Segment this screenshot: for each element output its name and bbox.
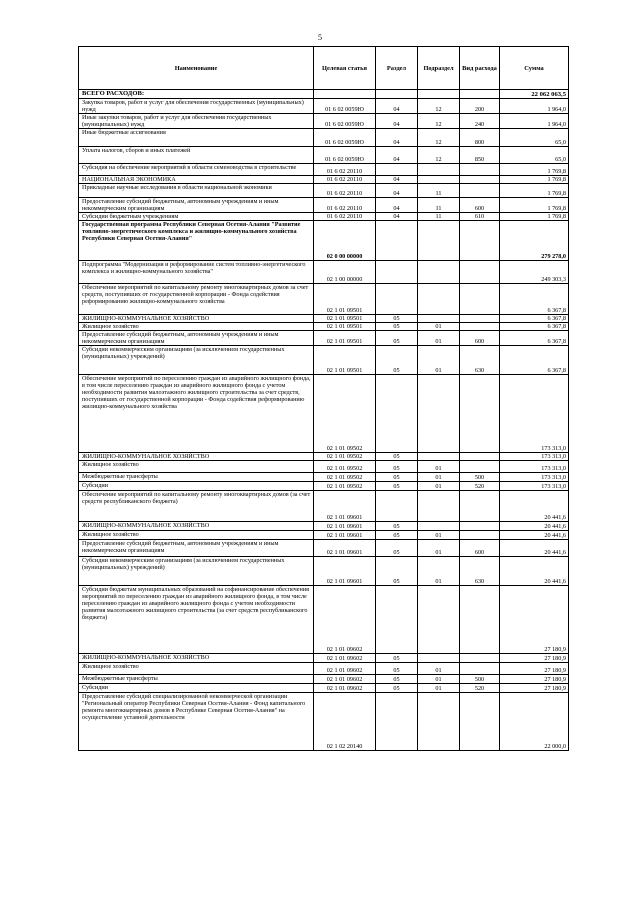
cell-section: 04 — [376, 176, 418, 184]
cell-sum: 1 769,8 — [500, 176, 569, 184]
table-row — [79, 684, 569, 693]
cell-expense-type: 600 — [460, 540, 500, 557]
table-row — [79, 176, 569, 184]
cell-target: 01 6 02 20110 — [314, 164, 376, 176]
cell-target: 01 6 02 20110 — [314, 213, 376, 221]
cell-subsection: 01 — [418, 331, 460, 346]
cell-sum: 173 313,0 — [500, 375, 569, 453]
cell-target: 02 1 01 09501 — [314, 284, 376, 315]
table-row — [79, 90, 569, 99]
cell-name: Государственная программа Республики Северная Осетия-Алания "Развитие топливно-энергетического комплекса и жилищно-коммунального хозяйства Республики Северная Осетия-Алания" — [79, 221, 314, 261]
cell-section — [376, 693, 418, 751]
cell-target: 02 1 01 09502 — [314, 453, 376, 461]
cell-name: Жилищное хозяйство — [79, 663, 314, 675]
header-section: Раздел — [376, 47, 418, 90]
cell-subsection — [418, 522, 460, 531]
cell-expense-type: 520 — [460, 684, 500, 693]
table-row — [79, 346, 569, 375]
cell-name: Подпрограмма "Модернизация и реформирование систем топливно-энергетического комплекса и жилищно-коммунального хозяйства" — [79, 261, 314, 284]
cell-expense-type — [460, 164, 500, 176]
cell-sum: 65,0 — [500, 129, 569, 147]
cell-expense-type — [460, 663, 500, 675]
table-row — [79, 473, 569, 482]
cell-target: 02 1 01 09502 — [314, 482, 376, 491]
header-subsection: Подраздел — [418, 47, 460, 90]
cell-section — [376, 164, 418, 176]
cell-subsection: 12 — [418, 147, 460, 164]
cell-expense-type: 500 — [460, 675, 500, 684]
table-row — [79, 331, 569, 346]
cell-expense-type — [460, 491, 500, 522]
table-row — [79, 284, 569, 315]
cell-section: 04 — [376, 114, 418, 129]
cell-expense-type — [460, 461, 500, 473]
cell-expense-type: 500 — [460, 473, 500, 482]
cell-sum: 20 441,6 — [500, 531, 569, 540]
cell-expense-type — [460, 184, 500, 198]
table-row — [79, 221, 569, 261]
cell-section — [376, 491, 418, 522]
cell-sum: 20 441,6 — [500, 491, 569, 522]
cell-expense-type — [460, 221, 500, 261]
table-row — [79, 198, 569, 213]
cell-section: 05 — [376, 346, 418, 375]
cell-section: 04 — [376, 213, 418, 221]
cell-sum: 22 062 063,5 — [500, 90, 569, 99]
cell-subsection — [418, 491, 460, 522]
cell-target: 02 1 01 09601 — [314, 491, 376, 522]
cell-name: НАЦИОНАЛЬНАЯ ЭКОНОМИКА — [79, 176, 314, 184]
cell-subsection — [418, 693, 460, 751]
table-row — [79, 557, 569, 586]
cell-subsection: 01 — [418, 675, 460, 684]
table-row — [79, 675, 569, 684]
cell-name: Жилищное хозяйство — [79, 461, 314, 473]
cell-sum: 1 964,0 — [500, 99, 569, 114]
cell-name: Жилищное хозяйство — [79, 323, 314, 331]
cell-target: 02 1 01 09602 — [314, 663, 376, 675]
cell-expense-type — [460, 522, 500, 531]
table-row — [79, 491, 569, 522]
cell-subsection: 01 — [418, 473, 460, 482]
table-row — [79, 99, 569, 114]
cell-sum: 27 180,9 — [500, 586, 569, 654]
cell-target: 02 1 01 09601 — [314, 522, 376, 531]
cell-section: 05 — [376, 473, 418, 482]
cell-target: 02 1 01 09602 — [314, 675, 376, 684]
cell-sum: 173 313,0 — [500, 482, 569, 491]
cell-subsection — [418, 90, 460, 99]
cell-name: ВСЕГО РАСХОДОВ: — [79, 90, 314, 99]
cell-subsection: 12 — [418, 114, 460, 129]
cell-target: 02 1 01 09502 — [314, 473, 376, 482]
cell-subsection: 11 — [418, 184, 460, 198]
cell-target: 01 6 02 0059Ю — [314, 129, 376, 147]
cell-subsection — [418, 453, 460, 461]
cell-sum: 6 367,8 — [500, 331, 569, 346]
cell-target: 01 6 02 20110 — [314, 198, 376, 213]
cell-name: Иные закупки товаров, работ и услуг для обеспечения государственных (муниципальных) нужд — [79, 114, 314, 129]
cell-sum: 65,0 — [500, 147, 569, 164]
cell-target: 02 1 01 09601 — [314, 531, 376, 540]
cell-sum: 6 367,8 — [500, 346, 569, 375]
cell-section: 05 — [376, 482, 418, 491]
cell-name: Субсидии — [79, 482, 314, 491]
table-row — [79, 315, 569, 323]
cell-expense-type: 520 — [460, 482, 500, 491]
table-header-row — [79, 47, 569, 90]
header-name: Наименование — [79, 47, 314, 90]
table-row — [79, 323, 569, 331]
cell-sum: 249 303,3 — [500, 261, 569, 284]
cell-subsection: 01 — [418, 663, 460, 675]
cell-name: Обеспечение мероприятий по капитальному ремонту многоквартирных домов (за счет средств республиканского бюджета) — [79, 491, 314, 522]
cell-target: 02 1 01 09602 — [314, 586, 376, 654]
cell-name: Прикладные научные исследования в области национальной экономики — [79, 184, 314, 198]
cell-expense-type: 800 — [460, 129, 500, 147]
table-row — [79, 531, 569, 540]
cell-sum: 6 367,8 — [500, 284, 569, 315]
cell-subsection: 12 — [418, 129, 460, 147]
cell-sum: 27 180,9 — [500, 663, 569, 675]
table-row — [79, 482, 569, 491]
cell-sum: 27 180,9 — [500, 684, 569, 693]
cell-section: 05 — [376, 557, 418, 586]
table-row — [79, 693, 569, 751]
cell-expense-type — [460, 176, 500, 184]
table-row — [79, 663, 569, 675]
cell-expense-type — [460, 586, 500, 654]
cell-subsection — [418, 284, 460, 315]
cell-expense-type — [460, 654, 500, 663]
table-row — [79, 375, 569, 453]
cell-subsection — [418, 221, 460, 261]
cell-target: 02 1 01 09601 — [314, 557, 376, 586]
cell-section: 05 — [376, 531, 418, 540]
cell-subsection — [418, 586, 460, 654]
cell-section: 05 — [376, 461, 418, 473]
cell-target: 02 0 00 00000 — [314, 221, 376, 261]
cell-name: Субсидия на обеспечение мероприятий в области семеноводства в строительстве — [79, 164, 314, 176]
cell-subsection: 12 — [418, 99, 460, 114]
cell-target: 02 1 01 09501 — [314, 346, 376, 375]
cell-subsection: 11 — [418, 198, 460, 213]
cell-section: 05 — [376, 684, 418, 693]
cell-expense-type: 200 — [460, 99, 500, 114]
cell-section: 05 — [376, 675, 418, 684]
table-row — [79, 147, 569, 164]
cell-name: Субсидии некоммерческим организациям (за исключением государственных (муниципальных) учреждений) — [79, 557, 314, 586]
cell-target: 02 1 01 09501 — [314, 323, 376, 331]
cell-section — [376, 261, 418, 284]
cell-section — [376, 586, 418, 654]
cell-target: 01 6 02 20110 — [314, 176, 376, 184]
cell-target: 02 1 01 09502 — [314, 461, 376, 473]
cell-sum: 27 180,9 — [500, 675, 569, 684]
cell-expense-type — [460, 693, 500, 751]
cell-subsection — [418, 654, 460, 663]
cell-section: 04 — [376, 99, 418, 114]
table-row — [79, 261, 569, 284]
cell-name: Субсидии бюджетным учреждениям — [79, 213, 314, 221]
cell-sum: 1 964,0 — [500, 114, 569, 129]
header-sum: Сумма — [500, 47, 569, 90]
cell-target: 01 6 02 0059Ю — [314, 99, 376, 114]
cell-sum: 20 441,6 — [500, 557, 569, 586]
header-target: Целевая статья — [314, 47, 376, 90]
cell-subsection — [418, 315, 460, 323]
page-number: 5 — [318, 33, 322, 42]
cell-name: ЖИЛИЩНО-КОММУНАЛЬНОЕ ХОЗЯЙСТВО — [79, 654, 314, 663]
cell-name: Субсидии — [79, 684, 314, 693]
cell-target: 02 1 01 09602 — [314, 684, 376, 693]
table-row — [79, 586, 569, 654]
cell-sum: 6 367,8 — [500, 323, 569, 331]
cell-sum: 1 769,8 — [500, 164, 569, 176]
budget-table — [78, 46, 569, 751]
table-row — [79, 213, 569, 221]
cell-target: 02 1 01 09501 — [314, 315, 376, 323]
cell-section — [376, 90, 418, 99]
cell-section — [376, 375, 418, 453]
cell-section: 04 — [376, 147, 418, 164]
cell-expense-type — [460, 531, 500, 540]
cell-sum: 279 278,0 — [500, 221, 569, 261]
cell-sum: 173 313,0 — [500, 453, 569, 461]
cell-name: ЖИЛИЩНО-КОММУНАЛЬНОЕ ХОЗЯЙСТВО — [79, 315, 314, 323]
cell-subsection: 01 — [418, 482, 460, 491]
cell-expense-type — [460, 90, 500, 99]
cell-sum: 173 313,0 — [500, 461, 569, 473]
cell-expense-type — [460, 323, 500, 331]
cell-name: Обеспечение мероприятий по переселению граждан из аварийного жилищного фонда, в том числе переселению граждан из аварийного жилищного фонда с учетом необходимости развития малоэтажного жилищного строительства за счет средств, поступивших от государственной корпорации - Фонда содействия реформированию жилищно-коммунального хозяйства — [79, 375, 314, 453]
cell-expense-type: 610 — [460, 213, 500, 221]
cell-expense-type — [460, 261, 500, 284]
table-body — [79, 90, 569, 751]
table-row — [79, 114, 569, 129]
cell-target: 02 1 01 09501 — [314, 331, 376, 346]
cell-name: Предоставление субсидий бюджетным, автономным учреждениям и иным некоммерческим организациям — [79, 540, 314, 557]
table-row — [79, 654, 569, 663]
cell-target: 02 1 02 20140 — [314, 693, 376, 751]
cell-sum: 1 769,8 — [500, 213, 569, 221]
cell-subsection: 01 — [418, 557, 460, 586]
cell-target: 02 1 00 00000 — [314, 261, 376, 284]
cell-section: 05 — [376, 331, 418, 346]
cell-name: Иные бюджетные ассигнования — [79, 129, 314, 147]
cell-subsection: 01 — [418, 346, 460, 375]
cell-name: Предоставление субсидий специализированной некоммерческой организации "Региональный оператор Республики Северная Осетия-Алания - Фонд капитального ремонта многоквартирных домов в Республике Северная Осетия-Алания" на осуществление уставной деятельности — [79, 693, 314, 751]
table-row — [79, 453, 569, 461]
cell-sum: 27 180,9 — [500, 654, 569, 663]
cell-subsection: 01 — [418, 531, 460, 540]
cell-expense-type: 630 — [460, 557, 500, 586]
cell-subsection — [418, 176, 460, 184]
cell-name: Субсидии бюджетам муниципальных образований на софинансирование обеспечения мероприятий по переселению граждан из аварийного жилищного фонда, в том числе переселению граждан из аварийного жилищного фонда с учетом необходимости развития малоэтажного жилищного строительства (за счет средств республиканского бюджета) — [79, 586, 314, 654]
cell-section: 05 — [376, 522, 418, 531]
cell-section: 05 — [376, 323, 418, 331]
cell-section: 04 — [376, 129, 418, 147]
table-row — [79, 164, 569, 176]
cell-subsection: 01 — [418, 461, 460, 473]
cell-subsection — [418, 164, 460, 176]
cell-expense-type — [460, 375, 500, 453]
cell-target: 01 6 02 20110 — [314, 184, 376, 198]
cell-name: Жилищное хозяйство — [79, 531, 314, 540]
cell-expense-type — [460, 284, 500, 315]
table-row — [79, 461, 569, 473]
cell-name: Межбюджетные трансферты — [79, 675, 314, 684]
cell-name: ЖИЛИЩНО-КОММУНАЛЬНОЕ ХОЗЯЙСТВО — [79, 522, 314, 531]
cell-name: Обеспечение мероприятий по капитальному ремонту многоквартирных домов за счет средств, поступивших от государственной корпорации - Фонда содействия реформированию жилищно-коммунального хозяйства — [79, 284, 314, 315]
table-row — [79, 522, 569, 531]
cell-sum: 1 769,8 — [500, 184, 569, 198]
cell-section: 04 — [376, 198, 418, 213]
cell-expense-type — [460, 315, 500, 323]
cell-sum: 173 313,0 — [500, 473, 569, 482]
cell-name: Предоставление субсидий бюджетным, автономным учреждениям и иным некоммерческим организациям — [79, 331, 314, 346]
cell-sum: 1 769,8 — [500, 198, 569, 213]
cell-target: 02 1 01 09502 — [314, 375, 376, 453]
cell-expense-type: 850 — [460, 147, 500, 164]
cell-expense-type: 240 — [460, 114, 500, 129]
cell-name: Субсидии некоммерческим организациям (за исключением государственных (муниципальных) учреждений) — [79, 346, 314, 375]
cell-expense-type: 600 — [460, 198, 500, 213]
cell-section: 05 — [376, 453, 418, 461]
header-expense-type: Вид расхода — [460, 47, 500, 90]
cell-sum: 20 441,6 — [500, 522, 569, 531]
cell-subsection: 11 — [418, 213, 460, 221]
cell-subsection — [418, 375, 460, 453]
cell-expense-type: 600 — [460, 331, 500, 346]
cell-name: ЖИЛИЩНО-КОММУНАЛЬНОЕ ХОЗЯЙСТВО — [79, 453, 314, 461]
cell-name: Уплата налогов, сборов и иных платежей — [79, 147, 314, 164]
cell-section: 05 — [376, 654, 418, 663]
cell-section: 04 — [376, 184, 418, 198]
cell-subsection: 01 — [418, 323, 460, 331]
cell-target: 02 1 01 09601 — [314, 540, 376, 557]
cell-target: 01 6 02 0059Ю — [314, 147, 376, 164]
cell-target: 01 6 02 0059Ю — [314, 114, 376, 129]
table-row — [79, 184, 569, 198]
cell-target — [314, 90, 376, 99]
cell-subsection — [418, 261, 460, 284]
cell-name: Межбюджетные трансферты — [79, 473, 314, 482]
cell-section — [376, 221, 418, 261]
cell-name: Закупка товаров, работ и услуг для обеспечения государственных (муниципальных) нужд — [79, 99, 314, 114]
table-row — [79, 129, 569, 147]
table-row — [79, 540, 569, 557]
cell-sum: 20 441,6 — [500, 540, 569, 557]
cell-sum: 22 000,0 — [500, 693, 569, 751]
cell-target: 02 1 01 09602 — [314, 654, 376, 663]
cell-section — [376, 284, 418, 315]
cell-sum: 6 367,8 — [500, 315, 569, 323]
cell-expense-type: 630 — [460, 346, 500, 375]
cell-section: 05 — [376, 315, 418, 323]
cell-expense-type — [460, 453, 500, 461]
cell-subsection: 01 — [418, 540, 460, 557]
cell-subsection: 01 — [418, 684, 460, 693]
cell-section: 05 — [376, 540, 418, 557]
cell-name: Предоставление субсидий бюджетным, автономным учреждениям и иным некоммерческим организациям — [79, 198, 314, 213]
cell-section: 05 — [376, 663, 418, 675]
